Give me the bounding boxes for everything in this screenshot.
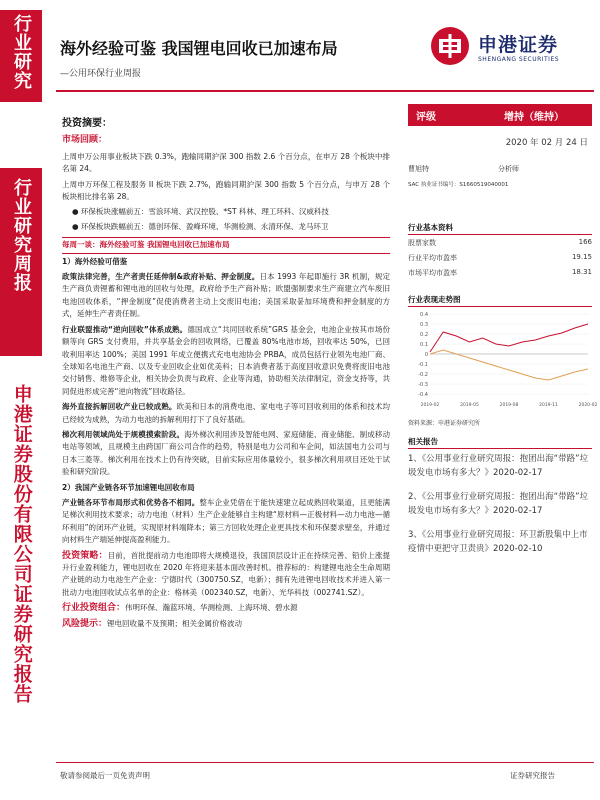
right-panel <box>408 104 598 724</box>
losers-bullet: ● 环保板块跌幅前五：德创环保、盈峰环境、华测检测、永清环保、龙马环卫 <box>72 221 329 231</box>
report-date: 2020 年 02 月 24 日 <box>505 138 588 148</box>
chart-y-tick-label: 0.1 <box>420 342 428 348</box>
footer-disclaimer[interactable]: 敬请参阅最后一页免责声明 <box>60 771 150 780</box>
subsection-2: 2）我国产业链各环节加速锂电回收布局 <box>62 482 195 492</box>
performance-chart <box>408 310 598 410</box>
left-sidebar <box>0 0 42 800</box>
sidebar-bottom-label: 申港证券股份有限公司证券研究报告 <box>10 384 33 704</box>
footer-divider <box>56 762 594 763</box>
chart-x-tick-label: 2019-02 <box>420 403 440 408</box>
chart-x-tick-label: 2019-11 <box>539 403 558 408</box>
basics-row-value: 18.31 <box>571 268 592 276</box>
basics-row-label: 股票家数 <box>408 239 436 247</box>
chart-heading: 行业表现走势图 <box>408 295 461 304</box>
chart-series-line <box>430 324 588 352</box>
paragraph-strategy <box>62 550 390 600</box>
paragraph-dismantle <box>62 401 390 426</box>
basics-row-label: 行业平均市盈率 <box>408 254 457 262</box>
investment-summary <box>62 118 390 633</box>
paragraph-chain <box>62 497 390 547</box>
related-report-date: 2020-02-10 <box>493 544 543 554</box>
basics-row-value: 166 <box>578 238 592 246</box>
basics-table <box>408 238 592 283</box>
paragraph-strategy-body: 目前，首批提前动力电池即将大规模退役，我国顶层设计正在持续完善、铅价上涨提升行业盈利能力，锂电回收在 2020 年将迎来基本面改善时机。推荐标的：构建锂电池全生命周期产业链的动力电池生产企业：宁德时代（300750.SZ，电新）；拥有先进锂电回收技术并进入第一批动力电池回收试点名单的企业：格林美（002340.SZ，电新）、光华科技（002741.SZ）。 <box>62 550 390 597</box>
chart-y-tick-label: -0.2 <box>418 372 428 378</box>
paragraph-dismantle-body: 欧美和日本的消费电池、家电电子等可回收利用的体系和技术均已经较为成熟，为动力电池的拆解利用打下了良好基础。 <box>62 402 391 424</box>
basics-row <box>408 253 592 268</box>
chart-series-line <box>430 350 588 380</box>
basics-row <box>408 238 592 253</box>
related-report-title[interactable]: 1、《公用事业行业研究周报：抱团出海“带路”垃圾发电市场有多大？》 <box>408 454 588 478</box>
analyst-role: 分析师 <box>498 165 519 173</box>
analyst-name: 曹旭特 <box>408 165 429 173</box>
sac-number <box>408 180 508 188</box>
sac-label: SAC 执业证书编号： <box>408 182 460 188</box>
footer-report-type: 证券研究报告 <box>510 771 555 780</box>
paragraph-portfolio-body: 伟明环保、瀚蓝环境、华测检测、上海环境、碧水源 <box>125 603 298 613</box>
related-heading: 相关报告 <box>408 437 438 446</box>
related-report-title[interactable]: 2、《公用事业行业研究周报：抱团出海“带路”垃圾发电市场有多大？》 <box>408 492 588 516</box>
logo-emblem-icon <box>430 26 470 66</box>
paragraph-alliance-body: 德国成立“共同回收系统”GRS 基金会，电池企业按其市场份额等向 GRS 支付费用，并共享基金会的回收网络，已覆盖 80%电池市场，回收率达 50%，已回收利用率达 100%；美国 1991 年成立便携式充电电池协会 PRBA，成员包括行业领先电池厂商、全球知名电池生产商、以及专业回收企业如优美科；日本消费者基于高度回收意识免费将废旧电池交付销售、维修等企业，相关协会负责与政府、企业等沟通，协助相关法律制定，资金支持等，共同促进形成完善“逆向物流”回收路径。 <box>62 324 391 396</box>
market-paragraph-1: 上周申万公用事业板块下跌 0.3%，跑输同期沪深 300 指数 2.6 个百分点，在申万 28 个板块中排名第 24。 <box>62 151 390 174</box>
market-paragraph-2: 上周申万环保工程及服务 II 板块下跌 2.7%，跑输同期沪深 300 指数 5 个百分点，与申万 28 个板块相比排名第 28。 <box>62 179 390 202</box>
chart-x-tick-label: 2020-02 <box>578 403 598 408</box>
chart-y-tick-label: 0.4 <box>420 312 428 318</box>
related-list <box>408 452 592 556</box>
basics-heading: 行业基本资料 <box>408 223 453 232</box>
chart-divider <box>408 306 592 307</box>
rating-bar <box>408 104 592 126</box>
related-report-link[interactable] <box>408 528 592 556</box>
paragraph-dismantle-lead: 海外直接拆解回收产业已较成熟。 <box>62 402 177 412</box>
basics-row-label: 市场平均市盈率 <box>408 269 457 277</box>
paragraph-risk <box>62 618 390 630</box>
rating-value: 增持（维持） <box>504 112 564 123</box>
basics-row-value: 19.15 <box>571 253 592 261</box>
report-subtitle: —公用环保行业周报 <box>60 69 142 79</box>
rating-label: 评级 <box>416 112 436 123</box>
paragraph-risk-lead: 风险提示： <box>62 618 108 629</box>
sidebar-mid-block <box>0 168 42 356</box>
paragraph-risk-body: 锂电回收量不及预期；相关金属价格波动 <box>107 618 243 628</box>
weekly-highlight: 每周一谈：海外经验可鉴 我国锂电回收已加速布局 <box>62 237 390 253</box>
chart-source: 资料来源：申港证券研究所 <box>408 420 481 427</box>
chart-y-tick-label: -0.1 <box>418 362 428 368</box>
report-title: 海外经验可鉴 我国锂电回收已加速布局 <box>60 39 338 58</box>
paragraph-portfolio <box>62 602 390 614</box>
sidebar-top-block <box>0 10 42 102</box>
paragraph-chain-body: 整车企业凭借在于能快速建立起成熟回收渠道，且更能满足梯次利用技术要求；动力电池（材料）生产企业能够自主构建“原材料—正极材料—动力电池—循环利用”的闭环产业链，实现原材料端降本；第三方回收处理企业更具技术和环保要求壁垒，并通过向材料生产端延伸提高盈利能力。 <box>62 497 391 545</box>
chart-x-tick-label: 2019-05 <box>460 403 479 408</box>
subsection-1: 1）海外经验可借鉴 <box>62 256 128 266</box>
related-report-link[interactable] <box>408 490 592 518</box>
losers-text: 环保板块跌幅前五：德创环保、盈峰环境、华测检测、永清环保、龙马环卫 <box>80 221 329 231</box>
related-report-date: 2020-02-17 <box>493 506 543 516</box>
gainers-bullet: ● 环保板块涨幅前五：雪浪环境、武汉控股、*ST 科林、理工环科、汉威科技 <box>72 207 329 217</box>
summary-heading: 投资摘要： <box>62 118 112 129</box>
related-divider <box>408 448 592 449</box>
chart-y-tick-label: 0 <box>424 352 428 358</box>
paragraph-alliance-lead: 行业联盟推动“逆向回收”体系成熟。 <box>62 324 188 334</box>
paragraph-cascade <box>62 429 390 479</box>
company-logo <box>430 26 590 70</box>
basics-row <box>408 268 592 283</box>
chart-y-tick-label: -0.4 <box>418 392 428 398</box>
gainers-text: 环保板块涨幅前五：雪浪环境、武汉控股、*ST 科林、理工环科、汉威科技 <box>80 207 329 217</box>
chart-y-tick-label: 0.2 <box>420 332 428 338</box>
paragraph-cascade-lead: 梯次利用领域尚处于规模摸索阶段。 <box>62 429 185 439</box>
paragraph-chain-lead: 产业链各环节布局形式和优势各不相同。 <box>62 497 200 507</box>
paragraph-alliance <box>62 324 390 398</box>
sidebar-top-label: 行业研究 <box>11 14 32 90</box>
logo-name: 申港证券 <box>478 34 559 56</box>
paragraph-strategy-lead: 投资策略： <box>62 550 108 561</box>
sidebar-mid-label: 行业研究周报 <box>11 178 32 292</box>
chart-x-tick-label: 2019-08 <box>499 403 519 408</box>
logo-english: SHENGANG SECURITIES <box>478 56 560 63</box>
header-divider <box>56 90 594 92</box>
paragraph-portfolio-lead: 行业投资组合： <box>62 603 126 614</box>
paragraph-policy-lead: 政策法律完善，生产者责任延伸制&政府补贴、押金制度。 <box>62 272 260 282</box>
sidebar-bottom-block <box>0 384 42 704</box>
related-report-link[interactable] <box>408 452 592 480</box>
paragraph-cascade-body: 海外梯次利用涉及智能电网、家庭储能、商业储能、制成移动电站等领域，且规模主由跨国厂商公司合作的趋势，特别是电力公司和车企间，如法国电力公司与日本三菱等。梯次利用在技术上仍有待突破，目前实际应用体量较小，很多梯次利用项目还处于试验和研究阶段。 <box>62 429 391 477</box>
paragraph-policy-body: 日本 1993 年起即施行 3R 机制，规定生产商负责锂蓄和锂电池的回收与处理，政府给予生产商补贴；欧盟强制要求生产商建立汽车废旧电池回收体系，“押金制度”促使消费者主动上交废旧电池；美国采取붙加环境费和押金制度的方式，延伸生产者责任制。 <box>62 272 390 319</box>
paragraph-policy <box>62 271 390 321</box>
chart-y-tick-label: -0.3 <box>418 382 428 388</box>
basics-divider <box>408 234 592 235</box>
chart-y-tick-label: 0.3 <box>420 322 428 328</box>
related-report-date: 2020-02-17 <box>493 468 543 478</box>
related-report-title[interactable]: 3、《公用事业行业研究周报：环卫新股集中上市 疫情中更把守卫责贵》 <box>408 530 588 554</box>
market-review-label: 市场回顾： <box>62 135 108 146</box>
sac-value: S1660519040001 <box>459 182 509 188</box>
